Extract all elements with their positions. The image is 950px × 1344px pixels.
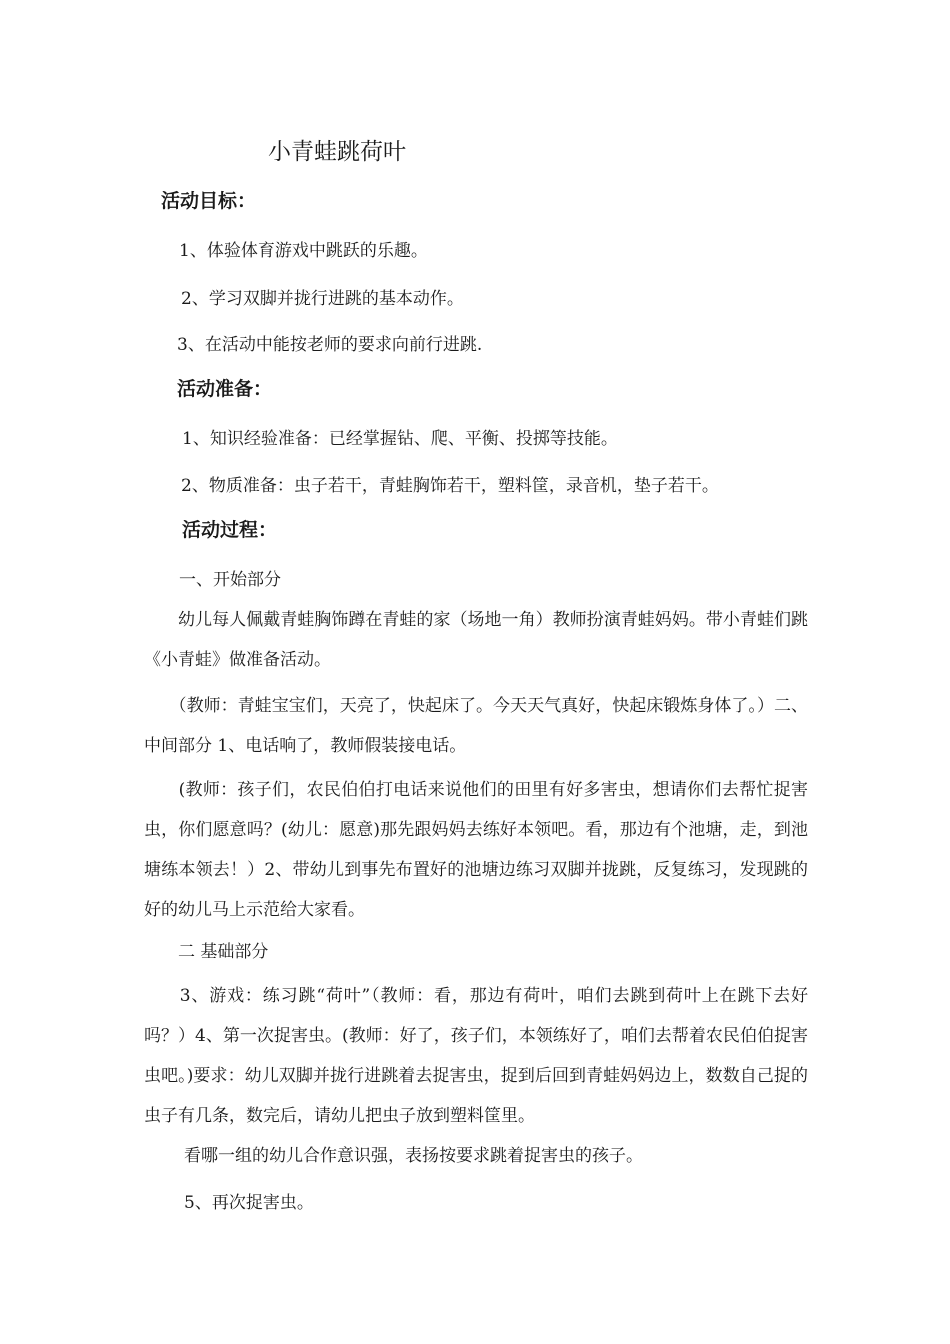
process-paragraph-3: (教师：孩子们，农民伯伯打电话来说他们的田里有好多害虫，想请你们去帮忙捉害虫，你们愿意吗？(幼儿：愿意)那先跟妈妈去练好本领吧。看，那边有个池塘，走，到池塘练本领去！）2、带幼儿到事先布置好的池塘边练习双脚并拢跳，反复练习，发现跳的好的幼儿马上示范给大家看。 [144,780,808,920]
process-heading: 活动过程： [182,519,278,541]
process-paragraph-5: 看哪一组的幼儿合作意识强，表扬按要求跳着捉害虫的孩子。 [184,1146,643,1166]
preparation-item-1: 1、知识经验准备：已经掌握钻、爬、平衡、投掷等技能。 [182,429,618,449]
goal-item-2: 2、学习双脚并拢行进跳的基本动作。 [181,289,464,309]
part2-title: 二 基础部分 [178,942,269,962]
process-paragraph-2: （教师：青蛙宝宝们，天亮了，快起床了。今天天气真好，快起床锻炼身体了。）二、中间部分 1、电话响了，教师假装接电话。 [144,696,808,756]
document-title: 小青蛙跳荷叶 [268,139,406,165]
part1-title: 一、开始部分 [179,570,281,590]
preparation-heading: 活动准备： [177,378,273,400]
goals-heading: 活动目标： [161,190,257,212]
goal-item-1: 1、体验体育游戏中跳跃的乐趣。 [179,241,428,261]
process-paragraph-6: 5、再次捉害虫。 [184,1193,314,1213]
goal-item-3: 3、在活动中能按老师的要求向前行进跳. [177,335,483,355]
process-paragraph-4: 3、游戏：练习跳“荷叶”（教师：看，那边有荷叶，咱们去跳到荷叶上在跳下去好吗？）4、第一次捉害虫。(教师：好了，孩子们，本领练好了，咱们去帮着农民伯伯捉害虫吧。)要求：幼儿双脚并拢行进跳着去捉害虫，捉到后回到青蛙妈妈边上，数数自己捉的虫子有几条，数完后，请幼儿把虫子放到塑料筐里。 [144,986,808,1126]
preparation-item-2: 2、物质准备：虫子若干，青蛙胸饰若干，塑料筐，录音机，垫子若干。 [181,476,719,496]
process-paragraph-1: 幼儿每人佩戴青蛙胸饰蹲在青蛙的家（场地一角）教师扮演青蛙妈妈。带小青蛙们跳《小青蛙》做准备活动。 [144,610,808,670]
